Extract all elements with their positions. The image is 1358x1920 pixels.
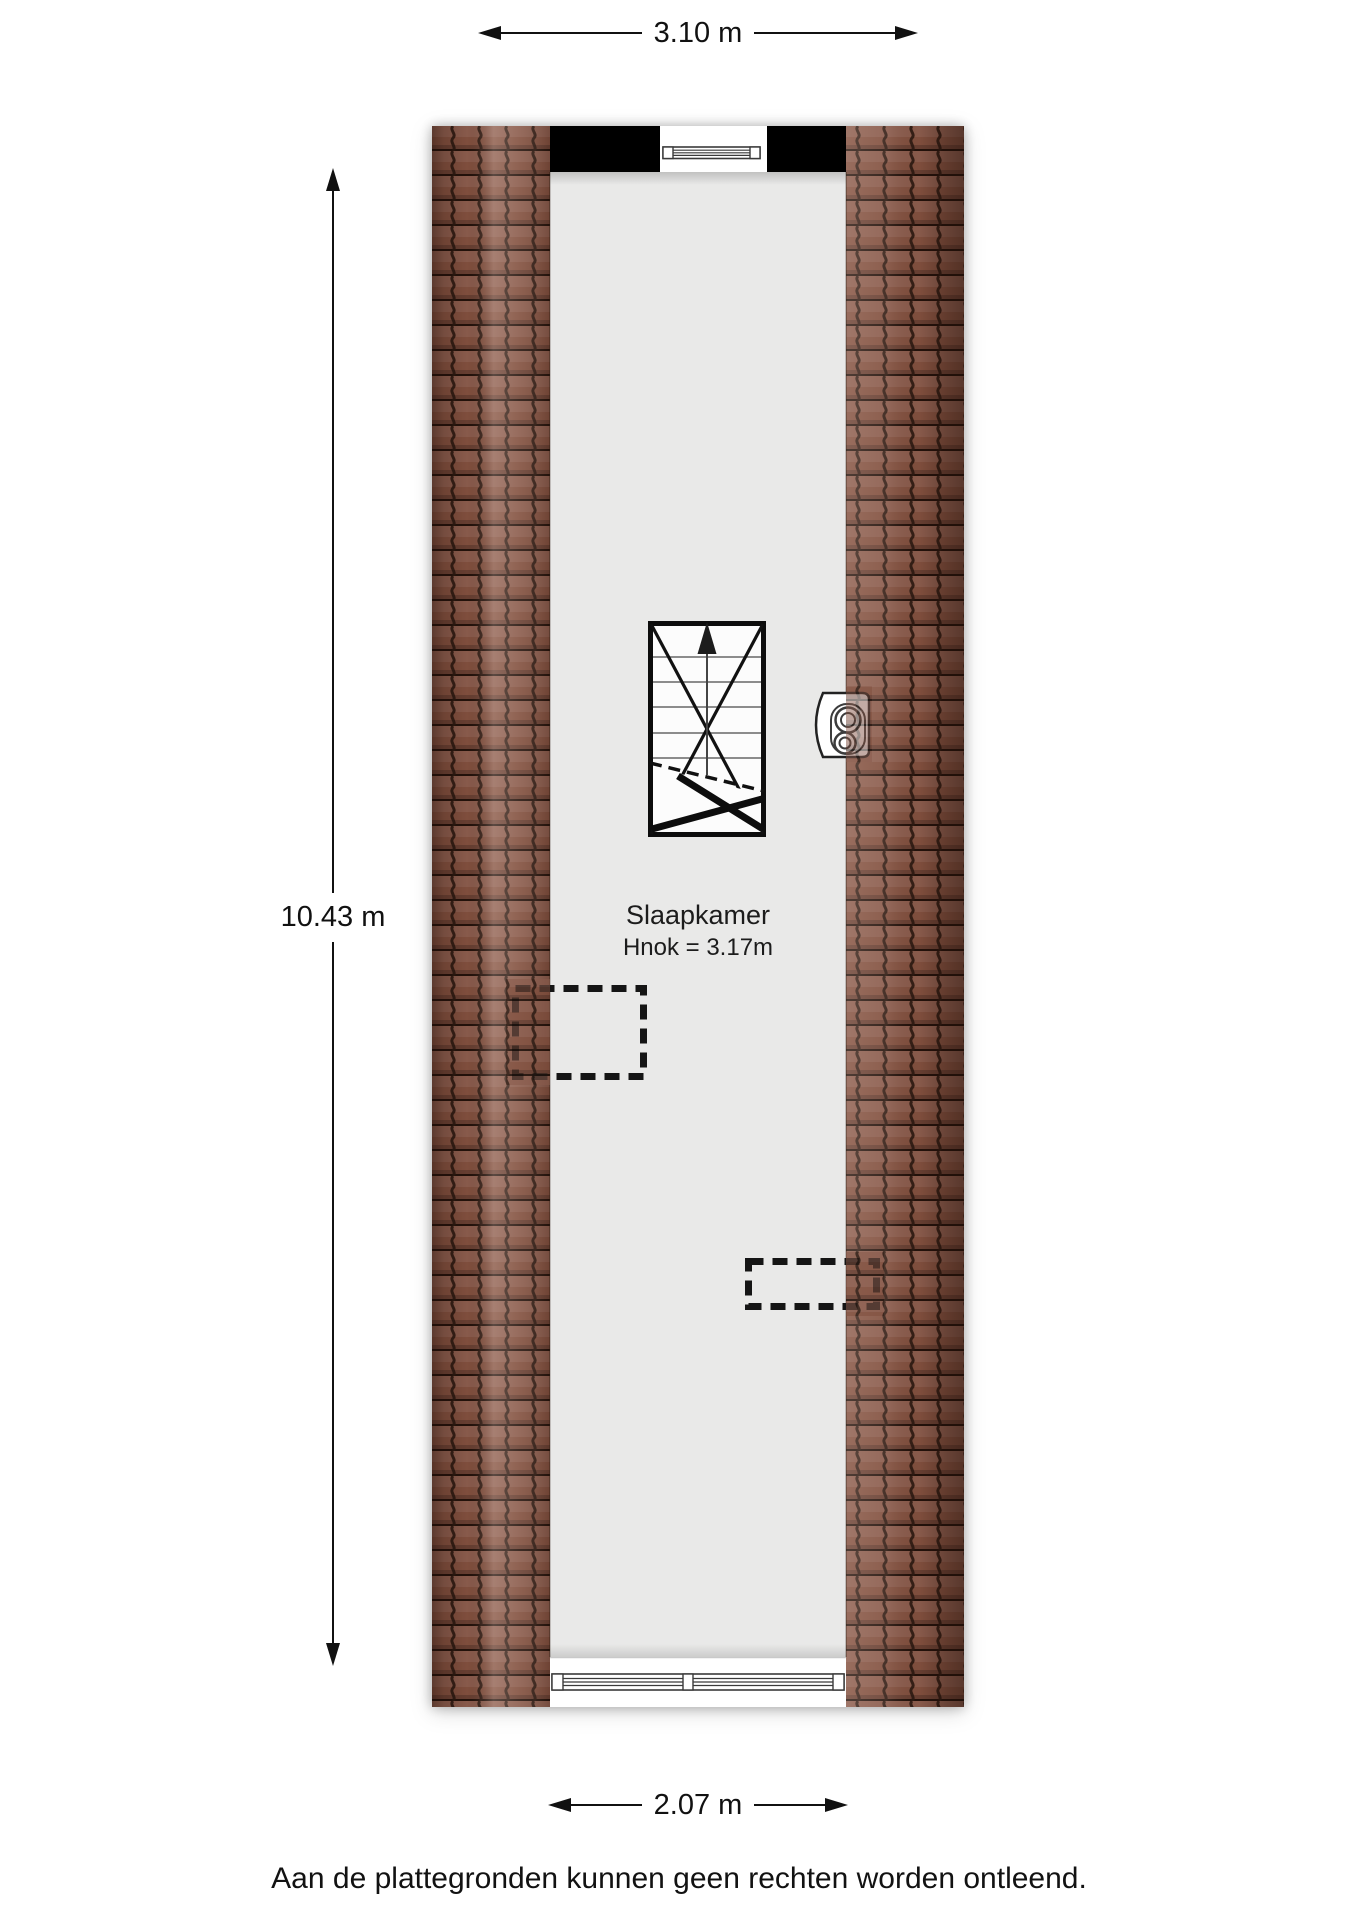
- arrow-right-icon: [895, 26, 918, 40]
- dimension-left-label: 10.43 m: [280, 900, 386, 933]
- arrow-left-icon: [548, 1798, 571, 1812]
- boiler-icon: [816, 686, 872, 762]
- room-height-note: Hnok = 3.17m: [622, 934, 774, 961]
- dimension-left: [273, 168, 393, 1666]
- window-top-icon: [660, 126, 767, 172]
- arrow-down-icon: [326, 1643, 340, 1666]
- dimension-top-label: 3.10 m: [653, 16, 743, 49]
- room-name: Slaapkamer: [625, 900, 771, 930]
- roof-strip-right: [846, 126, 964, 1707]
- disclaimer-text: Aan de plattegronden kunnen geen rechten worden ontleend.: [271, 1862, 1087, 1895]
- roof-strip-left: [432, 126, 550, 1707]
- window-bottom-icon: [550, 1657, 846, 1707]
- dimension-top: [478, 18, 918, 48]
- room-label: [550, 898, 846, 964]
- dimension-bottom-label: 2.07 m: [653, 1788, 743, 1821]
- dimension-bottom: [548, 1790, 848, 1820]
- stairs-up-icon: [650, 622, 764, 835]
- arrow-left-icon: [478, 26, 501, 40]
- arrow-up-icon: [326, 168, 340, 191]
- arrow-right-icon: [825, 1798, 848, 1812]
